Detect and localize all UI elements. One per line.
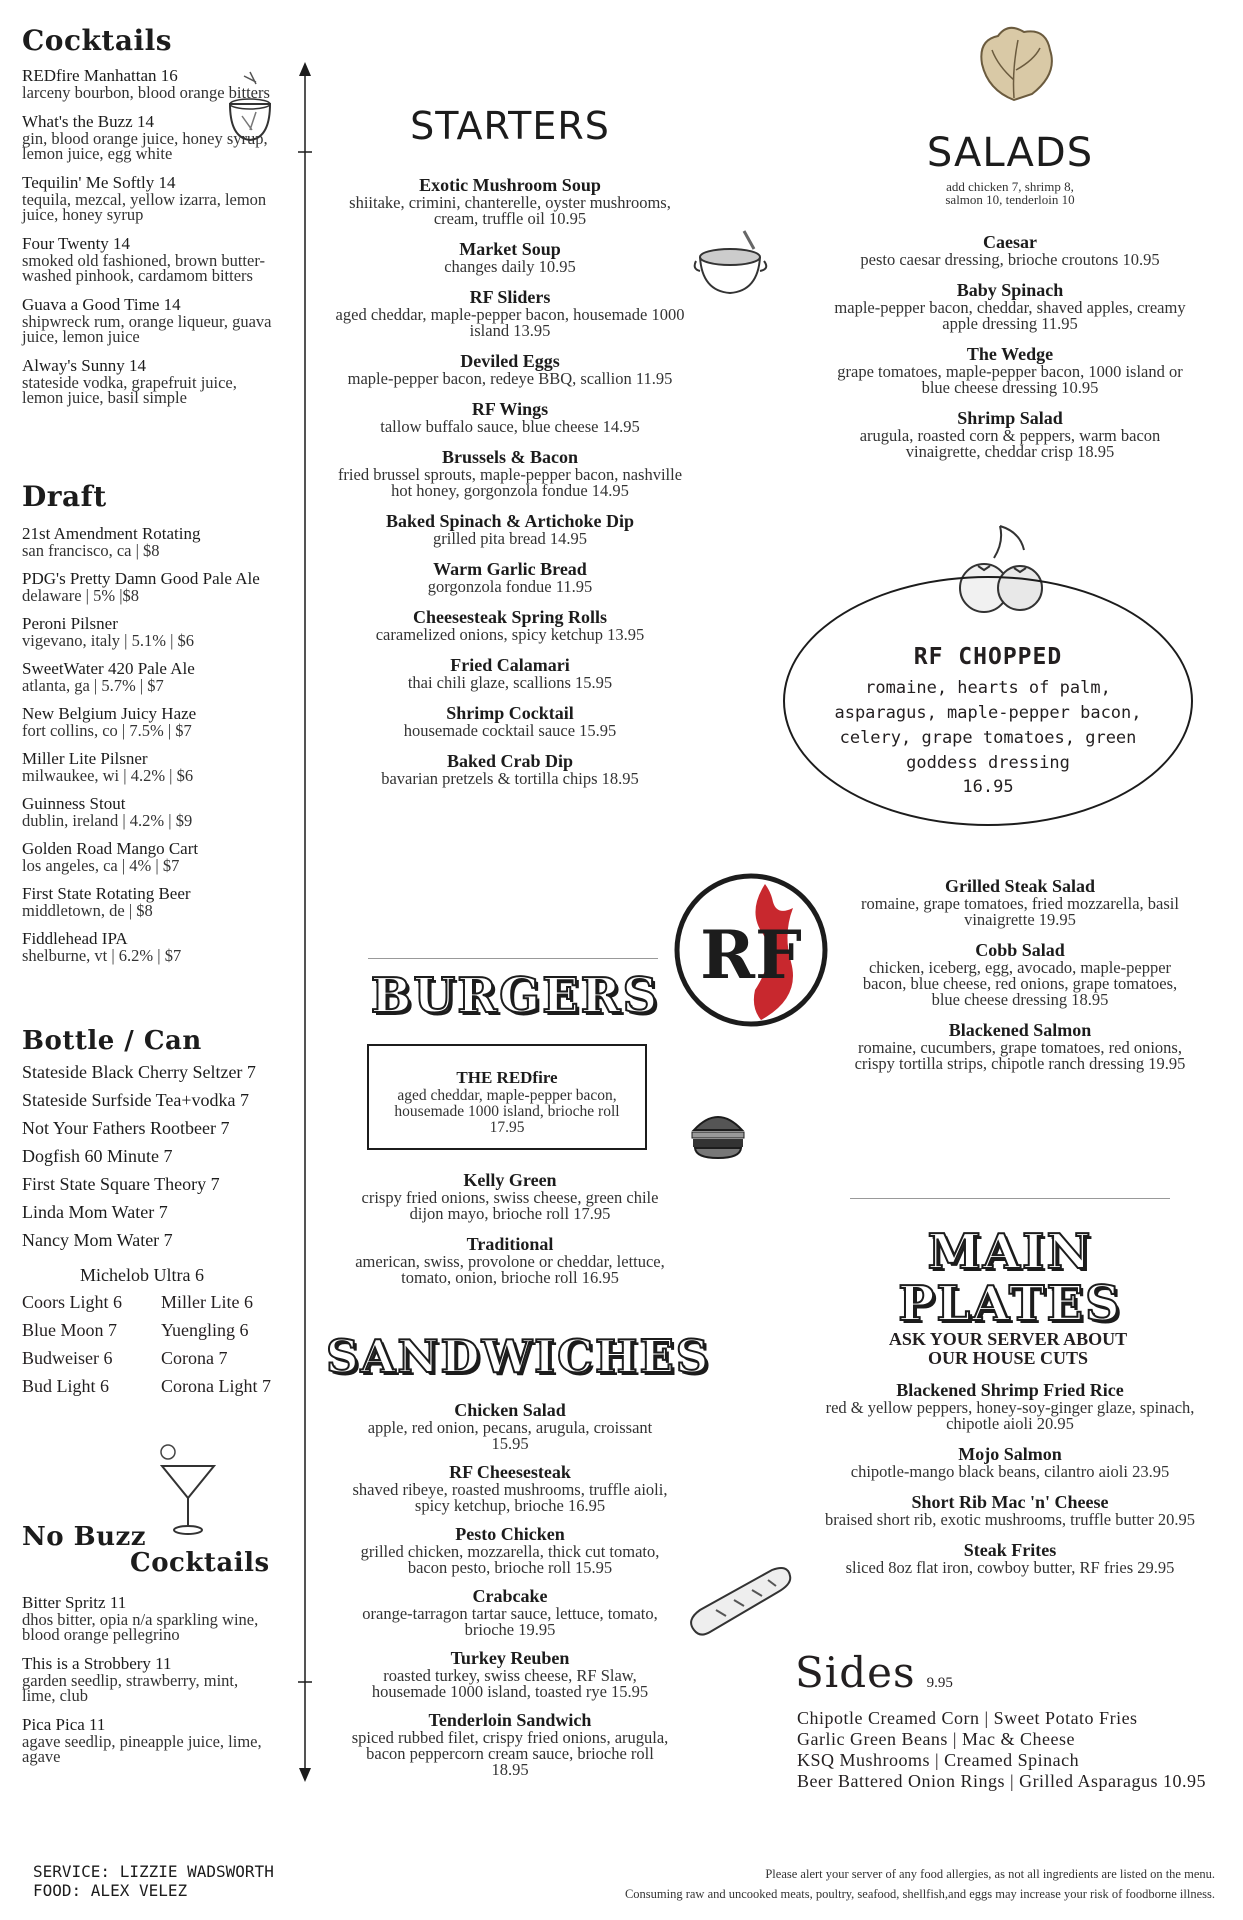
chopped-desc: romaine, hearts of palm, asparagus, maple-pepper bacon, celery, grape tomatoes, green goddess dressing <box>834 678 1142 773</box>
cocktail-item-name: Guava a Good Time 14 <box>22 295 181 314</box>
draft-item-name: Peroni Pilsner <box>22 614 118 633</box>
nobuzz-section <box>22 1522 292 1777</box>
starter-item <box>330 351 690 387</box>
side-item: Chipotle Creamed Corn | Sweet Potato Fries <box>797 1708 1138 1728</box>
beer-grid-item: Corona 7 <box>161 1348 228 1368</box>
salad-item-name: The Wedge <box>966 344 1054 364</box>
salad-item-desc: pesto caesar dressing, brioche croutons 10.95 <box>860 250 1160 269</box>
starter-item-name: Fried Calamari <box>450 655 570 675</box>
starter-item-desc: shiitake, crimini, chanterelle, oyster mushrooms, cream, truffle oil 10.95 <box>349 193 671 228</box>
salad-item <box>830 408 1190 460</box>
bottle-item: Stateside Surfside Tea+vodka 7 <box>22 1090 250 1110</box>
salads-subtitle: add chicken 7, shrimp 8, salmon 10, tenderloin 10 <box>945 179 1075 207</box>
cocktail-item-name: REDfire Manhattan 16 <box>22 66 178 85</box>
draft-item-name: First State Rotating Beer <box>22 884 191 903</box>
sandwich-item-desc: grilled chicken, mozzarella, thick cut tomato, bacon pesto, brioche roll 15.95 <box>360 1542 660 1577</box>
cocktail-item-desc: gin, blood orange juice, honey syrup, lemon juice, egg white <box>22 129 268 163</box>
starter-item <box>330 559 690 595</box>
salads2-list <box>850 876 1190 1084</box>
salad-item <box>830 344 1190 396</box>
bottle-section <box>22 1026 292 1398</box>
draft-item-name: Golden Road Mango Cart <box>22 839 199 858</box>
starter-item-name: Brussels & Bacon <box>441 447 578 467</box>
starter-item-name: Cheesesteak Spring Rolls <box>412 607 607 627</box>
salad-item <box>850 1020 1190 1072</box>
main-plate-item-desc: braised short rib, exotic mushrooms, truffle butter 20.95 <box>825 1510 1195 1529</box>
starter-item <box>330 511 690 547</box>
starter-item-desc: gorgonzola fondue 11.95 <box>427 577 593 596</box>
salads-title: SALADS <box>926 130 1094 176</box>
starter-item-desc: aged cheddar, maple-pepper bacon, housemade 1000 island 13.95 <box>335 305 685 340</box>
sandwich-item-name: Tenderloin Sandwich <box>428 1710 592 1730</box>
draft-item <box>22 840 292 873</box>
bottle-item: First State Square Theory 7 <box>22 1174 220 1194</box>
chopped-oval <box>783 576 1193 826</box>
salad-item-desc: romaine, grape tomatoes, fried mozzarella, basil vinaigrette 19.95 <box>861 894 1179 929</box>
michelob-item: Michelob Ultra 6 <box>80 1265 204 1285</box>
main-title-2: PLATES <box>898 1276 1122 1332</box>
sandwiches-title: SANDWICHES <box>326 1330 711 1383</box>
service-credit: SERVICE: LIZZIE WADSWORTH <box>33 1862 274 1881</box>
main-plate-item-desc: red & yellow peppers, honey-soy-ginger glaze, spinach, chipotle aioli 20.95 <box>825 1398 1195 1433</box>
main-plate-item <box>820 1492 1200 1528</box>
baguette-icon <box>686 1560 796 1644</box>
draft-item-name: SweetWater 420 Pale Ale <box>22 659 195 678</box>
bottle-item: Dogfish 60 Minute 7 <box>22 1146 173 1166</box>
chopped-price: 16.95 <box>962 777 1014 797</box>
sandwich-item-name: Chicken Salad <box>454 1400 566 1420</box>
salad-item <box>830 232 1190 268</box>
cocktail-item-name: Alway's Sunny 14 <box>22 356 146 375</box>
salad-item-name: Baby Spinach <box>956 280 1064 300</box>
nobuzz-title-1: No Buzz <box>22 1522 147 1552</box>
cocktail-item-desc: shipwreck rum, orange liqueur, guava juice, lemon juice <box>22 312 272 346</box>
draft-item <box>22 795 292 828</box>
beer-grid <box>22 1290 292 1398</box>
salad-item-desc: chicken, iceberg, egg, avocado, maple-pepper bacon, blue cheese, red onions, grape tomatoes, blue cheese dressing 18.95 <box>862 958 1178 1009</box>
salad-item-name: Blackened Salmon <box>948 1020 1092 1040</box>
allergy-notice: Please alert your server of any food allergies, as not all ingredients are listed on the menu. <box>765 1867 1215 1881</box>
draft-item <box>22 930 292 963</box>
salad-item-desc: grape tomatoes, maple-pepper bacon, 1000 island or blue cheese dressing 10.95 <box>837 362 1183 397</box>
bottle-item: Stateside Black Cherry Seltzer 7 <box>22 1062 256 1082</box>
cocktail-glass-icon <box>220 66 280 150</box>
starter-item-desc: changes daily 10.95 <box>444 257 576 276</box>
starter-item-name: RF Sliders <box>469 287 551 307</box>
salad-item-name: Cobb Salad <box>975 940 1065 960</box>
bottle-item: Nancy Mom Water 7 <box>22 1230 173 1250</box>
soup-pot-icon <box>692 225 772 304</box>
beer-grid-item: Corona Light 7 <box>161 1376 271 1396</box>
sandwich-item-name: RF Cheesesteak <box>449 1462 571 1482</box>
cocktail-item-desc: stateside vodka, grapefruit juice, lemon juice, basil simple <box>22 373 237 407</box>
starter-item <box>330 703 690 739</box>
starter-item <box>330 399 690 435</box>
main-plate-item-name: Blackened Shrimp Fried Rice <box>896 1380 1124 1400</box>
nobuzz-item-desc: garden seedlip, strawberry, mint, lime, club <box>22 1671 239 1705</box>
bottle-item: Not Your Fathers Rootbeer 7 <box>22 1118 230 1138</box>
nobuzz-item-desc: agave seedlip, pineapple juice, lime, agave <box>22 1732 262 1766</box>
salad-item-name: Grilled Steak Salad <box>944 876 1096 896</box>
draft-item-name: Fiddlehead IPA <box>22 929 128 948</box>
cocktail-item-desc: tequila, mezcal, yellow izarra, lemon juice, honey syrup <box>22 190 267 224</box>
nobuzz-item <box>22 1594 272 1642</box>
column-divider <box>298 62 312 1786</box>
cocktail-item-name: Four Twenty 14 <box>22 234 131 253</box>
sandwich-item <box>350 1586 670 1638</box>
starter-item <box>330 175 690 227</box>
beer-grid-item: Yuengling 6 <box>161 1320 249 1340</box>
sides-price: 9.95 <box>926 1675 953 1691</box>
draft-item-name: Guinness Stout <box>22 794 126 813</box>
starter-item-desc: caramelized onions, spicy ketchup 13.95 <box>375 625 645 644</box>
draft-item <box>22 660 292 693</box>
nobuzz-item <box>22 1655 272 1703</box>
sandwiches-list <box>350 1400 670 1788</box>
draft-item-desc: fort collins, co | 7.5% | $7 <box>22 721 192 740</box>
sandwich-item <box>350 1648 670 1700</box>
draft-item-desc: shelburne, vt | 6.2% | $7 <box>22 946 182 965</box>
burgers-list <box>350 1170 670 1298</box>
nobuzz-title-2: Cocktails <box>130 1548 270 1578</box>
bottle-list <box>22 1058 292 1254</box>
beer-grid-item: Miller Lite 6 <box>161 1292 253 1312</box>
cocktail-item <box>22 357 282 405</box>
main-divider <box>850 1198 1170 1199</box>
featured-burger-desc: aged cheddar, maple-pepper bacon, housemade 1000 island, brioche roll 17.95 <box>394 1087 620 1136</box>
sandwich-item-desc: spiced rubbed filet, crispy fried onions, arugula, bacon peppercorn cream sauce, brioche roll 18.95 <box>351 1728 669 1779</box>
mains-list <box>820 1380 1200 1588</box>
rf-logo <box>673 872 829 1032</box>
draft-item-desc: dublin, ireland | 4.2% | $9 <box>22 811 193 830</box>
draft-item <box>22 525 292 558</box>
sandwich-item-name: Pesto Chicken <box>455 1524 565 1544</box>
salad-item <box>850 940 1190 1008</box>
draft-item <box>22 885 292 918</box>
nobuzz-item-name: This is a Strobbery 11 <box>22 1654 172 1673</box>
starter-item-name: Market Soup <box>459 239 561 259</box>
draft-section <box>22 480 292 975</box>
beer-grid-item: Coors Light 6 <box>22 1292 123 1312</box>
sandwich-item <box>350 1400 670 1452</box>
starter-item-name: Exotic Mushroom Soup <box>419 175 601 195</box>
main-plate-item-name: Mojo Salmon <box>958 1444 1062 1464</box>
burger-item-name: Traditional <box>466 1234 554 1254</box>
draft-item <box>22 750 292 783</box>
cocktail-item <box>22 174 282 222</box>
draft-item-name: PDG's Pretty Damn Good Pale Ale <box>22 569 260 588</box>
bottle-title: Bottle / Can <box>22 1026 202 1056</box>
main-plate-item-name: Steak Frites <box>963 1540 1057 1560</box>
draft-list <box>22 525 292 963</box>
nobuzz-list <box>22 1594 272 1764</box>
salad-item-name: Shrimp Salad <box>957 408 1063 428</box>
food-credit: FOOD: ALEX VELEZ <box>33 1881 188 1900</box>
salads-list <box>830 232 1190 472</box>
nobuzz-item <box>22 1716 272 1764</box>
starter-item-desc: fried brussel sprouts, maple-pepper bacon, nashville hot honey, gorgonzola fondue 14.95 <box>337 465 683 500</box>
salad-item-desc: romaine, cucumbers, grape tomatoes, red onions, crispy tortilla strips, chipotle ranch dressing 19.95 <box>854 1038 1186 1073</box>
main-plate-item-name: Short Rib Mac 'n' Cheese <box>911 1492 1109 1512</box>
draft-item <box>22 615 292 648</box>
sandwich-item-name: Turkey Reuben <box>450 1648 570 1668</box>
starter-item <box>330 239 690 275</box>
draft-item-desc: milwaukee, wi | 4.2% | $6 <box>22 766 194 785</box>
draft-item <box>22 570 292 603</box>
beer-grid-item: Budweiser 6 <box>22 1348 113 1368</box>
main-subtitle: ASK YOUR SERVER ABOUT OUR HOUSE CUTS <box>888 1329 1128 1368</box>
cocktail-item-name: Tequilin' Me Softly 14 <box>22 173 176 192</box>
starter-item-name: Warm Garlic Bread <box>433 559 587 579</box>
burger-icon <box>690 1108 746 1164</box>
sandwich-item <box>350 1710 670 1778</box>
starter-item <box>330 287 690 339</box>
nobuzz-item-name: Bitter Spritz 11 <box>22 1593 127 1612</box>
starter-item-desc: bavarian pretzels & tortilla chips 18.95 <box>381 769 639 788</box>
sandwich-item-desc: shaved ribeye, roasted mushrooms, truffle aioli, spicy ketchup, brioche 16.95 <box>352 1480 668 1515</box>
draft-title: Draft <box>22 480 107 513</box>
starter-item-name: Shrimp Cocktail <box>446 703 574 723</box>
side-item: KSQ Mushrooms | Creamed Spinach <box>797 1750 1080 1770</box>
main-plate-item <box>820 1380 1200 1432</box>
sandwich-item-desc: apple, red onion, pecans, arugula, croissant 15.95 <box>367 1418 653 1453</box>
draft-item-desc: middletown, de | $8 <box>22 901 153 920</box>
sandwich-item <box>350 1524 670 1576</box>
burger-item-name: Kelly Green <box>463 1170 557 1190</box>
sandwich-item-desc: roasted turkey, swiss cheese, RF Slaw, housemade 1000 island, toasted rye 15.95 <box>371 1666 649 1701</box>
burger-item-desc: crispy fried onions, swiss cheese, green chile dijon mayo, brioche roll 17.95 <box>361 1188 659 1223</box>
starters-list <box>330 175 690 799</box>
main-title-1: MAIN <box>927 1224 1093 1280</box>
main-plate-item-desc: chipotle-mango black beans, cilantro aioli 23.95 <box>850 1462 1170 1481</box>
footer-credits <box>33 1862 274 1900</box>
sandwich-item-desc: orange-tarragon tartar sauce, lettuce, tomato, brioche 19.95 <box>362 1604 658 1639</box>
starter-item-name: Baked Crab Dip <box>446 751 574 771</box>
cocktail-item <box>22 296 282 344</box>
side-item: Garlic Green Beans | Mac & Cheese <box>797 1729 1076 1749</box>
burger-item <box>350 1170 670 1222</box>
beer-grid-item: Bud Light 6 <box>22 1376 110 1396</box>
cocktail-item-name: What's the Buzz 14 <box>22 112 154 131</box>
cocktail-item-desc: smoked old fashioned, brown butter-washed pinhook, cardamom bitters <box>22 251 265 285</box>
footer-notice <box>625 1864 1215 1904</box>
side-item: Beer Battered Onion Rings | Grilled Asparagus 10.95 <box>797 1771 1207 1791</box>
draft-item-desc: delaware | 5% |$8 <box>22 586 140 605</box>
starter-item-desc: housemade cocktail sauce 15.95 <box>403 721 617 740</box>
starter-item-desc: tallow buffalo sauce, blue cheese 14.95 <box>380 417 640 436</box>
starter-item-desc: grilled pita bread 14.95 <box>433 529 587 548</box>
main-plate-item <box>820 1540 1200 1576</box>
rf-logo-text: RF <box>700 916 802 994</box>
starters-title: STARTERS <box>410 104 610 148</box>
draft-item-name: Miller Lite Pilsner <box>22 749 148 768</box>
salad-item-desc: arugula, roasted corn & peppers, warm bacon vinaigrette, cheddar crisp 18.95 <box>859 426 1161 461</box>
featured-burger-name: THE REDfire <box>456 1068 558 1087</box>
draft-item-desc: vigevano, italy | 5.1% | $6 <box>22 631 195 650</box>
sides-list <box>797 1708 1237 1792</box>
starter-item-name: Baked Spinach & Artichoke Dip <box>385 511 635 531</box>
starter-item <box>330 447 690 499</box>
draft-item <box>22 705 292 738</box>
salad-item-name: Caesar <box>983 232 1037 252</box>
nobuzz-item-name: Pica Pica 11 <box>22 1715 106 1734</box>
featured-burger-box <box>367 1044 647 1150</box>
burger-item-desc: american, swiss, provolone or cheddar, lettuce, tomato, onion, brioche roll 16.95 <box>355 1252 665 1287</box>
raw-food-warning: Consuming raw and uncooked meats, poultry, seafood, shellfish,and eggs may increase your risk of foodborne illness. <box>624 1887 1215 1901</box>
cocktails-title: Cocktails <box>22 24 173 57</box>
bottle-item: Linda Mom Water 7 <box>22 1202 168 1222</box>
draft-item-name: New Belgium Juicy Haze <box>22 704 197 723</box>
sandwich-item <box>350 1462 670 1514</box>
draft-item-name: 21st Amendment Rotating <box>22 524 201 543</box>
starter-item-name: Deviled Eggs <box>460 351 560 371</box>
salad-item-desc: maple-pepper bacon, cheddar, shaved apples, creamy apple dressing 11.95 <box>834 298 1186 333</box>
main-plate-item <box>820 1444 1200 1480</box>
starter-item-desc: maple-pepper bacon, redeye BBQ, scallion 11.95 <box>347 369 673 388</box>
chopped-name: RF CHOPPED <box>913 644 1063 670</box>
sides-header <box>795 1648 953 1697</box>
starter-item <box>330 751 690 787</box>
cocktail-item-desc: larceny bourbon, blood orange bitters <box>22 83 270 102</box>
sandwich-item-name: Crabcake <box>472 1586 548 1606</box>
burgers-title: BURGERS <box>370 968 660 1024</box>
nobuzz-item-desc: dhos bitter, opia n/a sparkling wine, blood orange pellegrino <box>22 1610 259 1644</box>
starter-item-name: RF Wings <box>471 399 549 419</box>
cocktail-item <box>22 235 282 283</box>
starter-item <box>330 607 690 643</box>
salad-item <box>850 876 1190 928</box>
salad-item <box>830 280 1190 332</box>
starter-item-desc: thai chili glaze, scallions 15.95 <box>407 673 613 692</box>
burgers-divider <box>368 958 658 959</box>
sides-title: Sides <box>795 1648 916 1697</box>
main-plate-item-desc: sliced 8oz flat iron, cowboy butter, RF fries 29.95 <box>845 1558 1175 1577</box>
beer-grid-item: Blue Moon 7 <box>22 1320 118 1340</box>
draft-item-desc: los angeles, ca | 4% | $7 <box>22 856 180 875</box>
starter-item <box>330 655 690 691</box>
burger-item <box>350 1234 670 1286</box>
draft-item-desc: atlanta, ga | 5.7% | $7 <box>22 676 164 695</box>
draft-item-desc: san francisco, ca | $8 <box>22 541 160 560</box>
lettuce-icon <box>968 20 1062 110</box>
